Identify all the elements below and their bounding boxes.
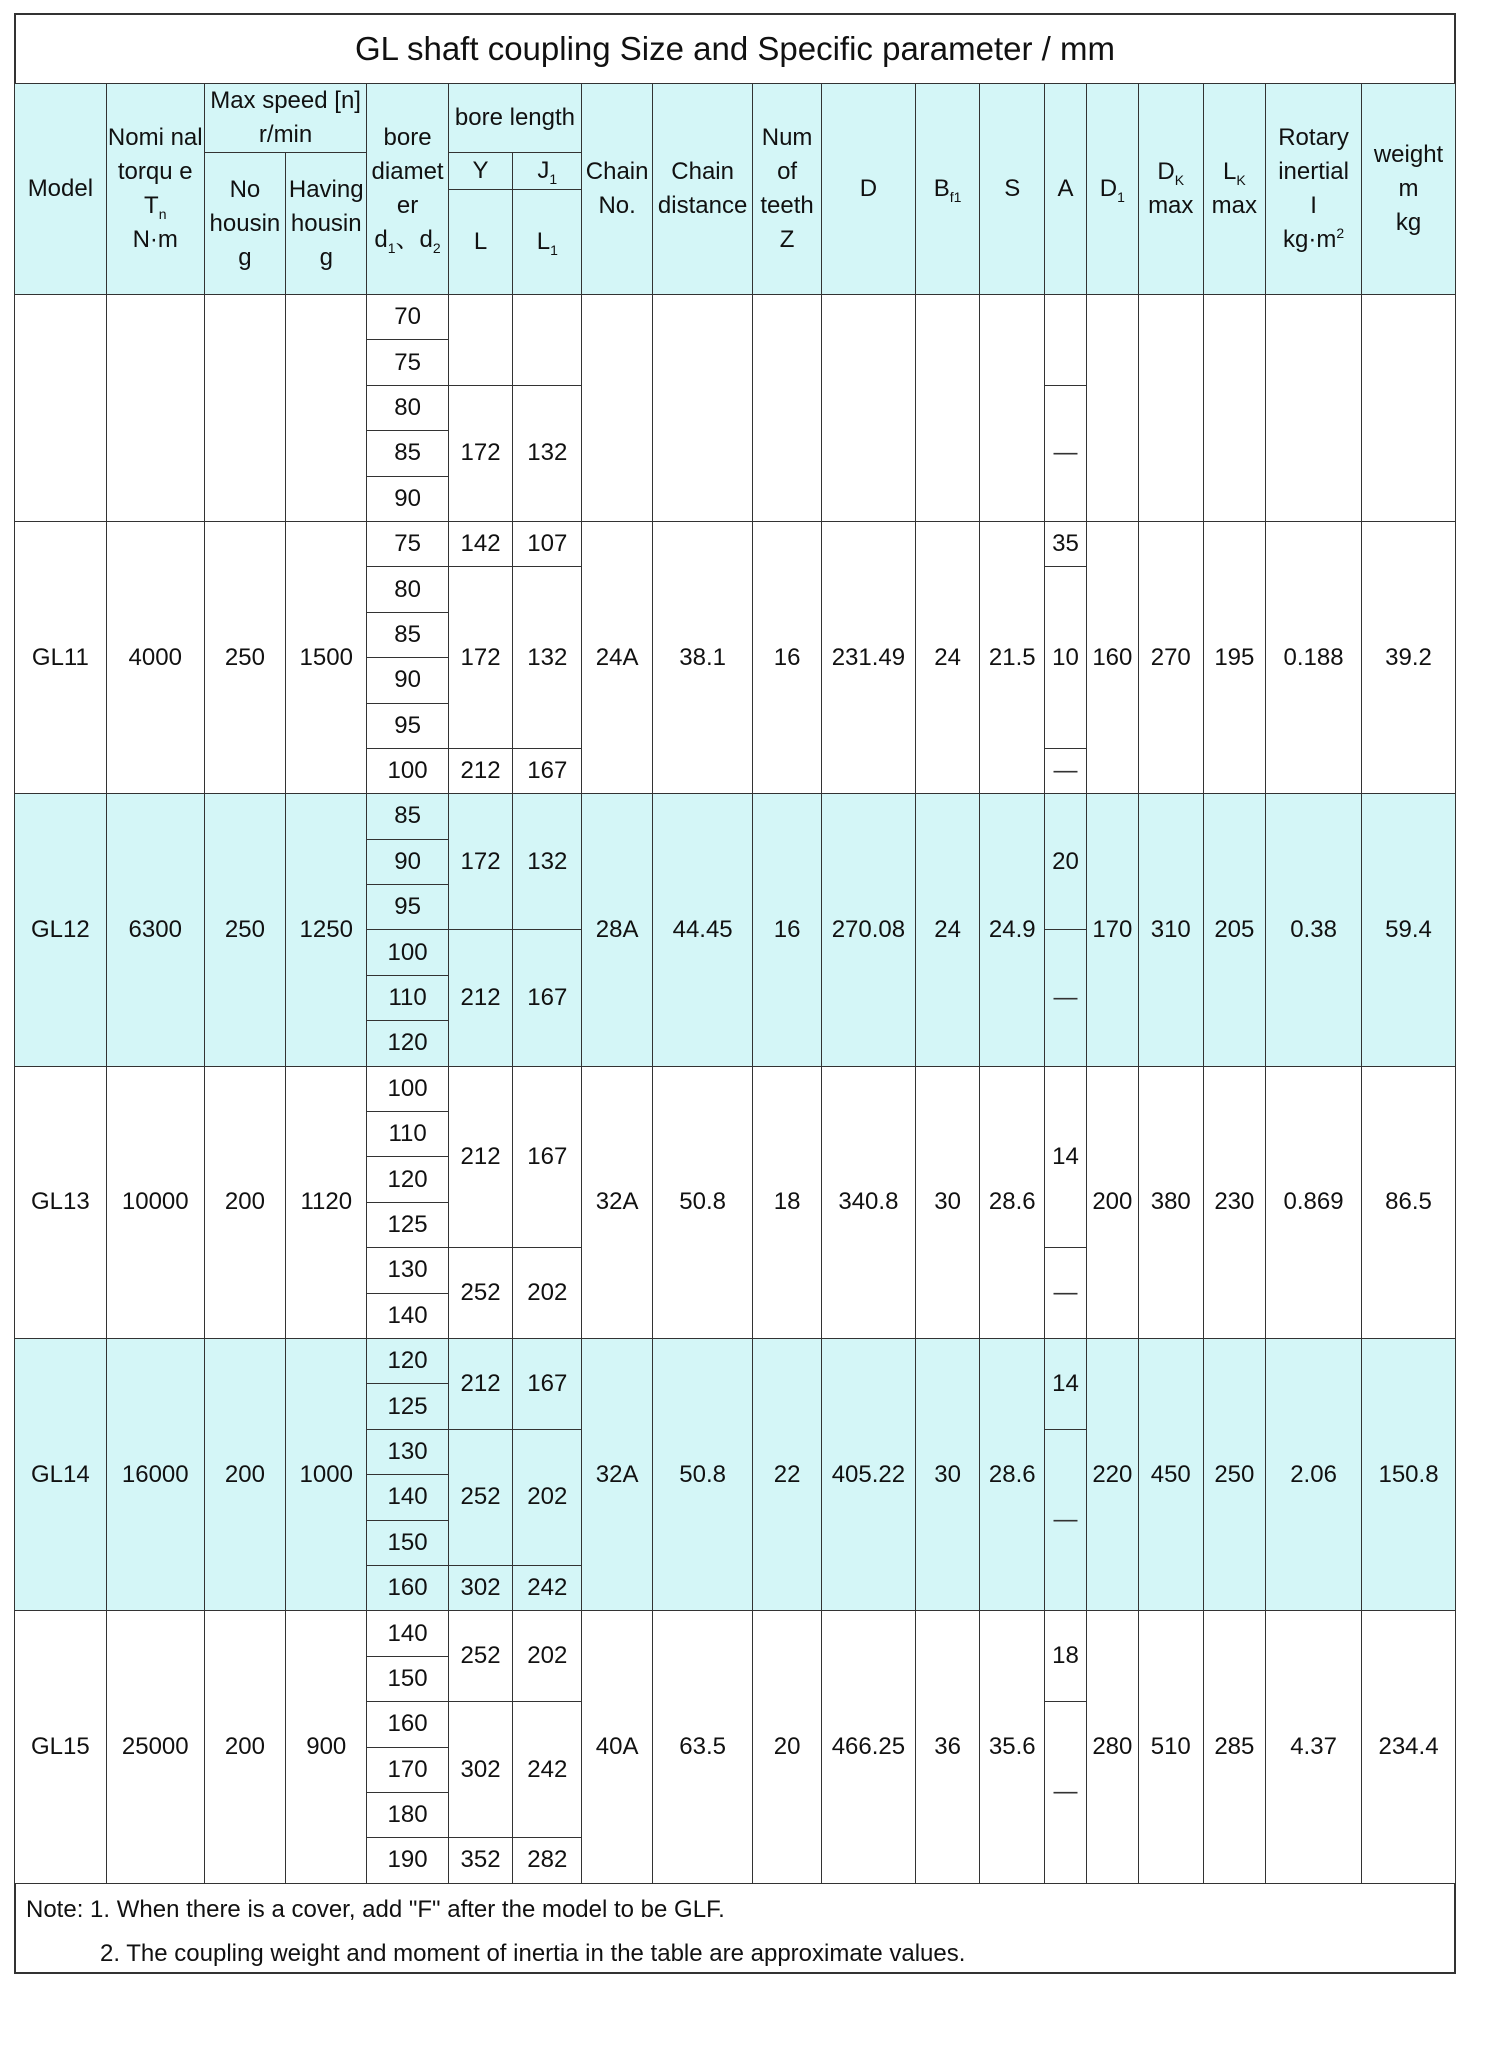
bore-cell: 95 bbox=[367, 703, 448, 748]
having-housing-cell: 900 bbox=[286, 1611, 367, 1883]
dk-cell: 310 bbox=[1138, 794, 1203, 1066]
header-weight: weight m kg bbox=[1362, 84, 1456, 295]
a-cell: — bbox=[1045, 1702, 1087, 1884]
header-dk-max: $D_K$ max bbox=[1138, 84, 1203, 295]
table-row bbox=[15, 794, 1456, 839]
bore-cell: 130 bbox=[367, 1248, 448, 1293]
a-cell: 14 bbox=[1045, 1066, 1087, 1248]
coupling-parameter-sheet bbox=[14, 13, 1456, 1974]
lk-cell: 285 bbox=[1203, 1611, 1266, 1883]
header-model: Model bbox=[15, 84, 107, 295]
l1-cell: 202 bbox=[513, 1429, 582, 1565]
l1-cell: 132 bbox=[513, 385, 582, 521]
bore-cell: 140 bbox=[367, 1293, 448, 1338]
bore-cell: 70 bbox=[367, 295, 448, 340]
bf1-cell: 36 bbox=[915, 1611, 980, 1883]
weight-cell: 234.4 bbox=[1362, 1611, 1456, 1883]
a-cell: 35 bbox=[1045, 521, 1087, 566]
model-cell: GL13 bbox=[15, 1066, 107, 1338]
l1-cell: 242 bbox=[513, 1565, 582, 1610]
header-rotary-inertia: Rotary inertial I $kg\cdot m^2$ bbox=[1266, 84, 1362, 295]
chain-distance-cell: 63.5 bbox=[653, 1611, 753, 1883]
s-cell: 28.6 bbox=[980, 1338, 1045, 1610]
inertia-cell: 0.869 bbox=[1266, 1066, 1362, 1338]
header-y: Y bbox=[448, 153, 513, 190]
chain-no-cell: 24A bbox=[582, 521, 653, 793]
l-cell: 172 bbox=[448, 385, 513, 521]
no-housing-cell: 250 bbox=[204, 794, 285, 1066]
a-cell: — bbox=[1045, 748, 1087, 793]
page-title: GL shaft coupling Size and Specific parameter / mm bbox=[14, 13, 1456, 83]
bore-cell: 190 bbox=[367, 1838, 448, 1883]
bore-cell: 140 bbox=[367, 1475, 448, 1520]
l-cell: 212 bbox=[448, 1338, 513, 1429]
a-cell: — bbox=[1045, 930, 1087, 1066]
torque-cell: 4000 bbox=[106, 521, 204, 793]
s-cell: 21.5 bbox=[980, 521, 1045, 793]
chain-no-cell: 32A bbox=[582, 1338, 653, 1610]
d1-cell: 220 bbox=[1086, 1338, 1138, 1610]
weight-cell: 86.5 bbox=[1362, 1066, 1456, 1338]
header-bore-length: bore length bbox=[448, 84, 581, 153]
table-row bbox=[15, 295, 1456, 340]
header-l: L bbox=[448, 190, 513, 295]
l1-cell: 167 bbox=[513, 1338, 582, 1429]
bore-cell: 130 bbox=[367, 1429, 448, 1474]
l-cell: 212 bbox=[448, 1066, 513, 1248]
l1-cell: 242 bbox=[513, 1702, 582, 1838]
no-housing-cell: 200 bbox=[204, 1066, 285, 1338]
lk-cell: 250 bbox=[1203, 1338, 1266, 1610]
bore-cell: 120 bbox=[367, 1021, 448, 1066]
l-cell: 352 bbox=[448, 1838, 513, 1883]
header-l1: $L_1$ bbox=[513, 190, 582, 295]
notes-block bbox=[14, 1884, 1456, 1974]
l1-cell: 167 bbox=[513, 748, 582, 793]
lk-cell: 195 bbox=[1203, 521, 1266, 793]
a-cell: — bbox=[1045, 1429, 1087, 1611]
d1-cell: 280 bbox=[1086, 1611, 1138, 1883]
model-cell: GL15 bbox=[15, 1611, 107, 1883]
l-cell: 142 bbox=[448, 521, 513, 566]
bore-cell: 100 bbox=[367, 930, 448, 975]
bore-cell: 100 bbox=[367, 748, 448, 793]
header-a: A bbox=[1045, 84, 1087, 295]
dk-cell: 450 bbox=[1138, 1338, 1203, 1610]
dk-cell: 380 bbox=[1138, 1066, 1203, 1338]
l1-cell: 167 bbox=[513, 930, 582, 1066]
chain-distance-cell: 50.8 bbox=[653, 1338, 753, 1610]
header-j1: $J_1$ bbox=[513, 153, 582, 190]
no-housing-cell: 200 bbox=[204, 1611, 285, 1883]
bore-cell: 100 bbox=[367, 1066, 448, 1111]
l-cell: 252 bbox=[448, 1611, 513, 1702]
weight-cell: 39.2 bbox=[1362, 521, 1456, 793]
l-cell: 252 bbox=[448, 1248, 513, 1339]
chain-distance-cell: 50.8 bbox=[653, 1066, 753, 1338]
teeth-cell: 18 bbox=[753, 1066, 822, 1338]
bore-cell: 85 bbox=[367, 431, 448, 476]
l-cell: 212 bbox=[448, 930, 513, 1066]
l1-cell: 282 bbox=[513, 1838, 582, 1883]
having-housing-cell: 1000 bbox=[286, 1338, 367, 1610]
header-no-housing: No housin g bbox=[204, 153, 285, 295]
parameter-table bbox=[14, 83, 1456, 1884]
bf1-cell: 24 bbox=[915, 521, 980, 793]
bore-cell: 110 bbox=[367, 975, 448, 1020]
inertia-cell: 4.37 bbox=[1266, 1611, 1362, 1883]
bore-cell: 120 bbox=[367, 1338, 448, 1383]
d1-cell: 160 bbox=[1086, 521, 1138, 793]
chain-distance-cell: 44.45 bbox=[653, 794, 753, 1066]
d1-cell: 200 bbox=[1086, 1066, 1138, 1338]
header-d: D bbox=[821, 84, 915, 295]
bf1-cell: 24 bbox=[915, 794, 980, 1066]
d-cell: 270.08 bbox=[821, 794, 915, 1066]
a-cell: — bbox=[1045, 385, 1087, 521]
bore-cell: 150 bbox=[367, 1520, 448, 1565]
table-row bbox=[15, 1611, 1456, 1656]
s-cell: 35.6 bbox=[980, 1611, 1045, 1883]
d1-cell: 170 bbox=[1086, 794, 1138, 1066]
weight-cell: 150.8 bbox=[1362, 1338, 1456, 1610]
d-cell: 340.8 bbox=[821, 1066, 915, 1338]
inertia-cell: 0.188 bbox=[1266, 521, 1362, 793]
l-cell: 302 bbox=[448, 1565, 513, 1610]
table-body bbox=[15, 295, 1456, 1884]
header-chain-distance: Chain distance bbox=[653, 84, 753, 295]
model-cell: GL14 bbox=[15, 1338, 107, 1610]
l1-cell: 107 bbox=[513, 521, 582, 566]
weight-cell: 59.4 bbox=[1362, 794, 1456, 1066]
header-bore-diameter: bore diamet er $d_1$、$d_2$ bbox=[367, 84, 448, 295]
l1-cell: 132 bbox=[513, 794, 582, 930]
bore-cell: 80 bbox=[367, 385, 448, 430]
teeth-cell: 20 bbox=[753, 1611, 822, 1883]
bore-cell: 90 bbox=[367, 839, 448, 884]
teeth-cell: 16 bbox=[753, 794, 822, 1066]
having-housing-cell: 1250 bbox=[286, 794, 367, 1066]
l1-cell: 202 bbox=[513, 1611, 582, 1702]
bore-cell: 110 bbox=[367, 1112, 448, 1157]
a-cell: 10 bbox=[1045, 567, 1087, 749]
l1-cell: 167 bbox=[513, 1066, 582, 1248]
bf1-cell: 30 bbox=[915, 1066, 980, 1338]
note-2: 2. The coupling weight and moment of inertia in the table are approximate values. bbox=[100, 1939, 966, 1967]
bore-cell: 90 bbox=[367, 658, 448, 703]
bore-cell: 95 bbox=[367, 885, 448, 930]
bore-cell: 140 bbox=[367, 1611, 448, 1656]
inertia-cell: 0.38 bbox=[1266, 794, 1362, 1066]
table-header bbox=[15, 84, 1456, 295]
bore-cell: 160 bbox=[367, 1565, 448, 1610]
torque-cell: 10000 bbox=[106, 1066, 204, 1338]
model-cell: GL12 bbox=[15, 794, 107, 1066]
lk-cell: 230 bbox=[1203, 1066, 1266, 1338]
table-row bbox=[15, 521, 1456, 566]
bore-cell: 90 bbox=[367, 476, 448, 521]
torque-cell: 6300 bbox=[106, 794, 204, 1066]
header-having-housing: Having housin g bbox=[286, 153, 367, 295]
bore-cell: 125 bbox=[367, 1202, 448, 1247]
l-cell: 212 bbox=[448, 748, 513, 793]
bore-cell: 85 bbox=[367, 612, 448, 657]
d-cell: 466.25 bbox=[821, 1611, 915, 1883]
l1-cell: 202 bbox=[513, 1248, 582, 1339]
teeth-cell: 22 bbox=[753, 1338, 822, 1610]
bore-cell: 80 bbox=[367, 567, 448, 612]
bore-cell: 120 bbox=[367, 1157, 448, 1202]
having-housing-cell: 1500 bbox=[286, 521, 367, 793]
d-cell: 405.22 bbox=[821, 1338, 915, 1610]
s-cell: 24.9 bbox=[980, 794, 1045, 1066]
header-d1: $D_1$ bbox=[1086, 84, 1138, 295]
header-chain-no: Chain No. bbox=[582, 84, 653, 295]
table-row bbox=[15, 1338, 1456, 1383]
bore-cell: 150 bbox=[367, 1656, 448, 1701]
header-max-speed: Max speed [n] r/min bbox=[204, 84, 367, 153]
l-cell: 252 bbox=[448, 1429, 513, 1565]
bore-cell: 160 bbox=[367, 1702, 448, 1747]
d-cell: 231.49 bbox=[821, 521, 915, 793]
torque-cell: 25000 bbox=[106, 1611, 204, 1883]
bore-cell: 75 bbox=[367, 521, 448, 566]
bf1-cell: 30 bbox=[915, 1338, 980, 1610]
header-s: S bbox=[980, 84, 1045, 295]
dk-cell: 270 bbox=[1138, 521, 1203, 793]
a-cell: 18 bbox=[1045, 1611, 1087, 1702]
chain-no-cell: 40A bbox=[582, 1611, 653, 1883]
header-nominal-torque: Nomi nal torqu e $T_n$ N·m bbox=[106, 84, 204, 295]
l1-cell: 132 bbox=[513, 567, 582, 749]
model-cell: GL11 bbox=[15, 521, 107, 793]
no-housing-cell: 250 bbox=[204, 521, 285, 793]
chain-distance-cell: 38.1 bbox=[653, 521, 753, 793]
no-housing-cell: 200 bbox=[204, 1338, 285, 1610]
lk-cell: 205 bbox=[1203, 794, 1266, 1066]
teeth-cell: 16 bbox=[753, 521, 822, 793]
bore-cell: 85 bbox=[367, 794, 448, 839]
header-lk-max: $L_K$ max bbox=[1203, 84, 1266, 295]
a-cell: 20 bbox=[1045, 794, 1087, 930]
bore-cell: 180 bbox=[367, 1792, 448, 1837]
bore-cell: 125 bbox=[367, 1384, 448, 1429]
inertia-cell: 2.06 bbox=[1266, 1338, 1362, 1610]
a-cell: 14 bbox=[1045, 1338, 1087, 1429]
header-bf1: $B_{f1}$ bbox=[915, 84, 980, 295]
chain-no-cell: 32A bbox=[582, 1066, 653, 1338]
s-cell: 28.6 bbox=[980, 1066, 1045, 1338]
l-cell: 172 bbox=[448, 567, 513, 749]
table-row bbox=[15, 1066, 1456, 1111]
chain-no-cell: 28A bbox=[582, 794, 653, 1066]
a-cell: — bbox=[1045, 1248, 1087, 1339]
torque-cell: 16000 bbox=[106, 1338, 204, 1610]
header-num-teeth: Num of teeth Z bbox=[753, 84, 822, 295]
bore-cell: 75 bbox=[367, 340, 448, 385]
bore-cell: 170 bbox=[367, 1747, 448, 1792]
dk-cell: 510 bbox=[1138, 1611, 1203, 1883]
note-1: Note: 1. When there is a cover, add "F" after the model to be GLF. bbox=[26, 1895, 725, 1923]
l-cell: 302 bbox=[448, 1702, 513, 1838]
having-housing-cell: 1120 bbox=[286, 1066, 367, 1338]
l-cell: 172 bbox=[448, 794, 513, 930]
